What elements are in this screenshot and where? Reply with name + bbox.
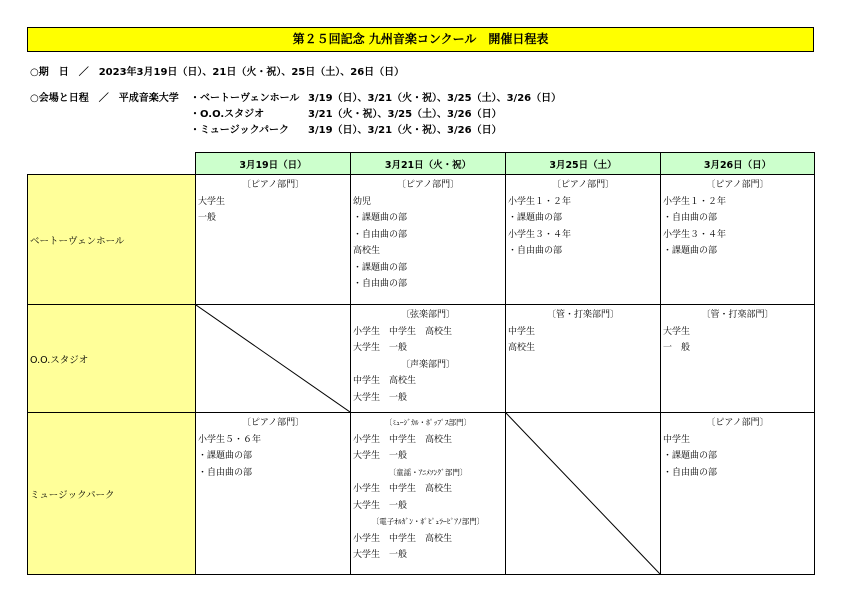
category-item: ・課題曲の部 [198,451,253,461]
category-heading: 〔ピアノ部門〕 [241,180,305,190]
table-row [28,175,815,305]
category-item: 小学生 中学生 高校生 [353,326,453,337]
venue-schedule-venue: ・ミュージックパーク [190,125,289,136]
category-item: 中学生 高校生 [353,376,417,386]
column-header-day: 3月25日（土） [506,153,661,175]
category-item: 大学生 一般 [353,550,408,560]
schedule-cell [661,175,815,305]
venue-schedule-dates: 3/19（日）、3/21（火・祝）、3/25（土）、3/26（日） [308,93,562,104]
category-heading: 〔ピアノ部門〕 [241,418,305,428]
category-heading: 〔弦楽部門〕 [400,310,455,320]
category-item: 小学生 中学生 高校生 [353,533,453,544]
category-item: 小学生 中学生 高校生 [353,484,453,494]
category-heading: 〔ピアノ部門〕 [551,180,615,190]
venue-schedule-dates: 3/19（日）、3/21（火・祝）、3/26（日） [308,125,502,136]
page-title: 第２５回記念 九州音楽コンクール 開催日程表 [27,27,814,52]
category-item: 小学生１・２年 [508,196,572,207]
category-item: 小学生１・２年 [663,196,727,207]
category-item: 高校生 [353,246,381,256]
category-heading: 〔ピアノ部門〕 [706,180,769,190]
diagonal-strike [506,413,660,574]
category-item: ・自由曲の部 [663,467,718,478]
category-heading: 〔声楽部門〕 [400,359,455,370]
category-item: ・課題曲の部 [663,451,718,461]
venue-schedule-header [30,93,179,105]
category-item: 小学生３・４年 [508,229,572,240]
schedule-cell [661,413,815,575]
category-item: 小学生５・６年 [198,434,262,445]
category-heading: 〔ピアノ部門〕 [706,418,769,428]
venue-schedule-dates: 3/21（火・祝）、3/25（土）、3/26（日） [308,109,502,120]
category-item: ・課題曲の部 [353,213,408,223]
table-corner [28,153,196,175]
category-item: 中学生 [508,326,536,337]
no-event-cell [196,305,351,413]
category-heading: 〔管・打楽部門〕 [546,310,619,320]
venue-name-cell: ベートーヴェンホール [28,175,196,305]
column-header-day: 3月21日（火・祝） [351,153,506,175]
venue-name-cell: O.O.スタジオ [28,305,196,413]
category-item: ・課題曲の部 [508,213,563,223]
category-item: 一般 [198,213,217,223]
schedule-cell [351,305,506,413]
category-item: ・自由曲の部 [353,229,408,240]
category-item: 大学生 一般 [353,392,408,403]
category-heading: 〔電子ｵﾙｶﾞﾝ・ﾎﾟﾋﾟｭﾗｰﾋﾟｱﾉ部門〕 [371,517,485,526]
category-item: 大学生 一般 [353,500,408,511]
schedule-cell [661,305,815,413]
schedule-cell [196,413,351,575]
table-row [28,413,815,575]
category-item: ・自由曲の部 [353,279,408,289]
column-header-day: 3月19日（日） [196,153,351,175]
venue-schedule-venue: ・O.O.スタジオ [190,109,265,120]
category-item: 小学生 中学生 高校生 [353,434,453,445]
column-header-day: 3月26日（日） [661,153,815,175]
period-line [30,67,404,79]
schedule-cell [196,175,351,305]
category-heading: 〔ピアノ部門〕 [396,180,460,190]
category-heading: 〔ﾐｭｰｼﾞｶﾙ・ﾎﾟｯﾌﾟｽ部門〕 [384,418,472,427]
category-item: 中学生 [663,434,691,445]
category-item: ・自由曲の部 [508,246,563,256]
category-item: 高校生 [508,343,536,353]
schedule-table [27,152,815,575]
category-item: ・自由曲の部 [663,213,718,223]
venue-name-cell: ミュージックパーク [28,413,196,575]
category-item: 大学生 [663,326,691,337]
category-item: 大学生 一般 [353,343,408,353]
category-item: 一 般 [663,343,691,353]
category-item: ・課題曲の部 [663,246,718,256]
category-item: ・課題曲の部 [353,262,408,273]
table-header-row [28,153,815,175]
category-item: 大学生 一般 [353,451,408,461]
category-item: 幼児 [353,196,372,207]
category-heading: 〔管・打楽部門〕 [701,310,774,320]
period-label: ○期 日 ／ 2023年3月19日（日）、21日（火・祝）、25日（土）、26日（日） [30,67,405,78]
venue-schedule-label: ○会場と日程 ／ 平成音楽大学 [30,93,179,104]
schedule-cell [506,175,661,305]
venue-schedule-venue: ・ベートーヴェンホール [190,93,300,104]
schedule-cell [506,305,661,413]
category-heading: 〔童謡・ｱﾆﾒｿﾝｸﾞ部門〕 [388,467,468,477]
category-item: 小学生３・４年 [663,229,727,240]
no-event-cell [506,413,661,575]
category-item: 大学生 [198,196,226,207]
diagonal-strike [196,305,350,412]
schedule-cell [351,413,506,575]
schedule-cell [351,175,506,305]
category-item: ・自由曲の部 [198,467,253,478]
table-row [28,305,815,413]
